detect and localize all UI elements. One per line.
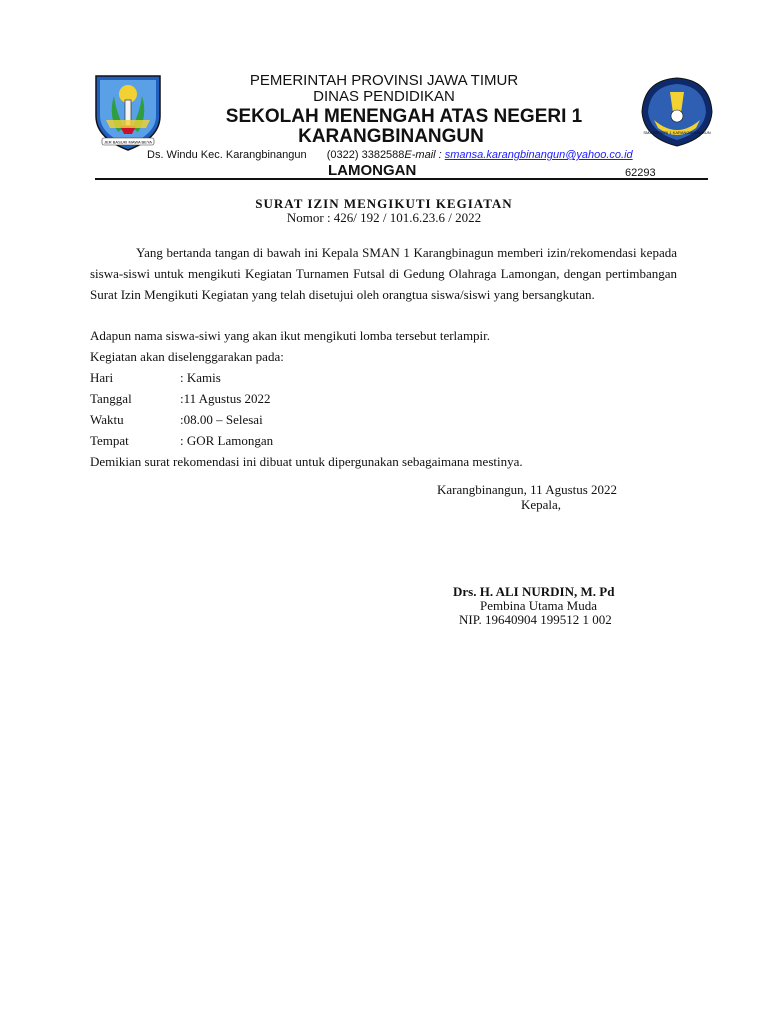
header-city: LAMONGAN (328, 162, 417, 179)
closing-line: Demikian surat rekomendasi ini dibuat untuk dipergunakan sebagaimana mestinya. (90, 454, 523, 469)
signature-rank: Pembina Utama Muda (480, 598, 597, 613)
school-logo-text: SMA NEGERI 1 KARANGBINANGUN (643, 130, 711, 135)
header-school-name: SEKOLAH MENENGAH ATAS NEGERI 1 (225, 106, 583, 127)
detail-row-date (90, 391, 271, 407)
detail-label: Tempat (90, 433, 129, 448)
detail-row-time (90, 412, 263, 428)
header-email-label: E-mail : (404, 149, 445, 161)
header-school-location: KARANGBINANGUN (298, 126, 484, 147)
header-contact (147, 149, 633, 161)
header-email-link[interactable]: smansa.karangbinangun@yahoo.co.id (444, 149, 633, 161)
signature-nip: NIP. 19640904 199512 1 002 (459, 612, 612, 627)
detail-value: :08.00 – Selesai (180, 412, 263, 427)
letter-title: SURAT IZIN MENGIKUTI KEGIATAN (255, 196, 513, 211)
signature-role: Kepala, (521, 497, 562, 512)
letter-paragraph: Yang bertanda tangan di bawah ini Kepala SMAN 1 Karangbinagun memberi izin/rekomendasi kepada siswa-siswi untuk mengikuti Kegiatan Turnamen Futsal di Gedung Olahraga Lamongan, dengan pertimbangan Surat Izin Mengikuti Kegiatan yang telah disetujui oleh orangtua siswa/siswi yang bersangkutan. (90, 245, 677, 302)
participants-line: Adapun nama siswa-siwi yang akan ikut mengikuti lomba tersebut terlampir. (90, 328, 491, 343)
signature-place-date: Karangbinangun, 11 Agustus 2022 (437, 482, 618, 497)
detail-value: : Kamis (180, 370, 221, 385)
header-phone: (0322) 3382588 (326, 149, 405, 161)
detail-label: Waktu (90, 412, 124, 427)
letter-number: Nomor : 426/ 192 / 101.6.23.6 / 2022 (286, 210, 482, 225)
detail-value: : GOR Lamongan (180, 433, 274, 448)
detail-row-day (90, 370, 221, 386)
detail-value: :11 Agustus 2022 (180, 391, 271, 406)
header-government: PEMERINTAH PROVINSI JAWA TIMUR (249, 72, 519, 89)
detail-label: Hari (90, 370, 114, 385)
detail-row-place (90, 433, 273, 449)
logo-motto: JER BASUKI MAWA BEYA (104, 139, 152, 145)
detail-label: Tanggal (90, 391, 132, 406)
signature-name: Drs. H. ALI NURDIN, M. Pd (453, 584, 615, 599)
header-zip: 62293 (625, 167, 656, 179)
header-divider (95, 178, 708, 180)
header-department: DINAS PENDIDIKAN (313, 88, 455, 105)
header-address: Ds. Windu Kec. Karangbinangun (147, 149, 307, 161)
event-intro-line: Kegiatan akan diselenggarakan pada: (90, 349, 284, 364)
